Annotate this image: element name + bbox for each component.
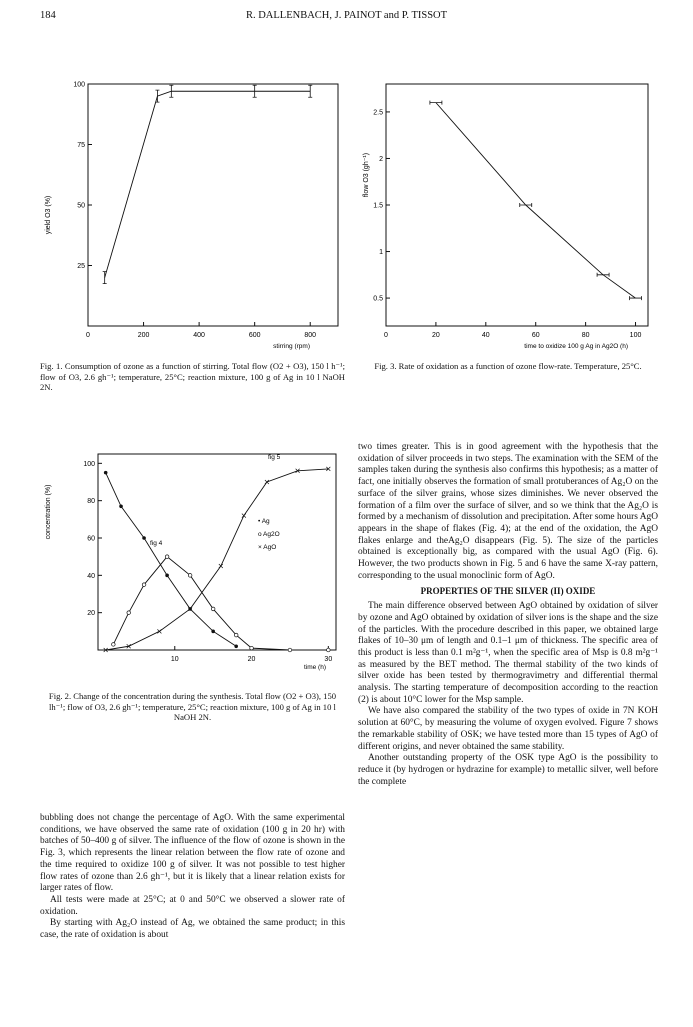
fig2-annot-fig5: fig 5 [268,454,281,461]
fig1-xtick-label: 200 [137,332,150,339]
fig2-point [288,648,292,652]
fig2-legend-ag: • Ag [258,518,270,525]
fig1-xtick-label: 600 [248,332,261,339]
right-paragraph-2: The main difference observed between AgO obtained by oxidation of silver by ozone and AgO obtained by oxidation of silver ions is the shape and the size of the particles. With the procedure described in this paper, we obtained large flakes of 10–30 μm of length and 0.1–1 μm of thickness. The specific area of this product is less than 0.1 m²g⁻¹, when the specific area of Msp is 0.8 m²g⁻¹ as measured by the BET method. The thermal stability of the two kinds of silver oxide has been tested by thermogravimetry and differential thermal analysis. The starting temperature of decomposition according to the reaction (2) is about 10°C lower for the Msp sample. [358,601,658,705]
left-paragraph-2: All tests were made at 25°C; at 0 and 50°C we observed a slower rate of oxidation. [40,894,345,917]
fig2-chart [40,450,345,675]
fig2-ylabel: concentration (%) [45,484,52,540]
fig3-frame [386,84,648,326]
fig1-chart [40,80,345,355]
fig2-xtick-label: 10 [170,656,179,663]
fig3-xtick-label: 40 [481,332,490,339]
fig1-plot-area [73,82,338,340]
fig2-xtick-label: 20 [247,656,256,663]
fig2-point [242,514,246,518]
fig2-point [142,583,146,587]
fig2-frame [98,454,336,650]
fig3-xtick-label: 80 [581,332,590,339]
fig2-point [165,574,169,578]
fig2-point [165,555,169,559]
fig2-point [211,630,215,634]
fig3-ytick-label: 1 [379,249,383,257]
fig1-ytick-label: 100 [73,81,85,89]
fig1-ylabel: yield O3 (%) [45,195,52,235]
left-paragraph-1: bubbling does not change the percentage of AgO. With the same experimental conditions, we have observed the same rate of oxidation (100 g in 20 hr) with batches of 50–400 g of silver. The influence of the flow of ozone is shown in the Fig. 3, which represents the linear relation between the flow rate of ozone and the time required to oxidize 100 g of silver. It was not possible to test higher flow rates of ozone than 2.6 gh⁻¹, but it is likely that a linear relation exists for larger rates of flow. [40,813,345,894]
fig2-xlabel: time (h) [303,664,326,671]
right-column [358,442,658,788]
fig3-ytick-label: 2 [379,155,383,163]
fig2-point [119,504,123,508]
fig3-ytick-label: 1.5 [373,202,383,210]
fig2-point [211,607,215,611]
fig1-caption: Fig. 1. Consumption of ozone as a function of stirring. Total flow (O2 + O3), 150 l h⁻¹; flow of O3, 2.6 gh⁻¹; temperature, 25°C; reaction mixture, 100 g of Ag in 10 l NaOH 2N. [40,361,345,393]
page-number: 184 [40,10,56,21]
fig2-xtick-label: 30 [324,656,333,663]
fig3-caption: Fig. 3. Rate of oxidation as a function of ozone flow-rate. Temperature, 25°C. [374,361,642,371]
fig3-point [520,203,532,207]
fig2-series-line-2 [106,469,329,650]
fig2-point [157,629,161,633]
fig3-point [630,296,642,300]
fig3-plot-area [373,84,648,339]
fig2-ytick-label: 100 [83,460,95,468]
fig1-ytick-label: 25 [77,263,85,270]
fig1-xlabel: stirring (rpm) [273,343,310,350]
fig2-point [327,648,331,652]
fig1-xtick-label: 400 [193,332,205,339]
fig2-plot-area [83,454,336,663]
left-paragraph-3: By starting with Ag₂O instead of Ag, we obtained the same product; in this case, the rate of oxidation is about [40,918,345,941]
fig2-annot-fig4: fig 4 [150,540,163,547]
right-paragraph-4: Another outstanding property of the OSK type AgO is the possibility to reduce it (by hydrogen or hydrazine for example) to metallic silver, well before the complete [358,753,658,787]
fig2-point [112,643,116,647]
fig3-chart [358,80,658,355]
fig3-ytick-label: 0.5 [373,295,383,303]
fig3-ytick-label: 2.5 [373,109,383,117]
fig3-xtick-label: 0 [384,332,388,339]
fig2-point [127,611,131,615]
fig1-xtick-label: 0 [86,332,90,339]
right-paragraph-3: We have also compared the stability of the two types of oxide in 7N KOH solution at 60°C, by measuring the volume of oxygen evolved. Figure 7 shows the remarkable stability of OSK; we have tested more than 15 types of AgO of different origins, and never obtained the same stability. [358,706,658,752]
running-header: R. DALLENBACH, J. PAINOT and P. TISSOT [245,10,448,21]
fig3-xtick-label: 100 [629,332,642,339]
fig3-xtick-label: 60 [531,332,540,339]
fig2-ytick-label: 60 [87,535,95,543]
fig2-legend-ago: × AgO [258,544,277,551]
fig3-point [597,273,609,277]
fig1-ytick-label: 75 [77,142,85,149]
fig1-series-line-0 [105,91,311,277]
fig2-ytick-label: 20 [87,610,95,618]
fig3-xlabel: time to oxidize 100 g Ag in Ag2O (h) [524,343,628,350]
fig2-legend-ag2o: o Ag2O [258,531,280,538]
fig2-ytick-label: 80 [87,498,95,506]
fig3-ylabel: flow O3 (gh⁻¹) [363,152,370,198]
fig1-xtick-label: 800 [304,332,317,339]
fig2-point [250,646,254,650]
fig2-point [104,471,108,475]
fig3-series-line-0 [436,103,636,298]
fig2-point [234,633,238,637]
fig2-point [234,644,238,648]
left-column [40,813,345,942]
fig2-point [219,564,223,568]
fig2-caption: Fig. 2. Change of the concentration during the synthesis. Total flow (O2 + O3), 150 lh⁻¹; flow of O3, 2.6 gh⁻¹; temperature, 25°C; reaction mixture, 100 g of Ag in 10 l NaOH 2N. [48,691,337,723]
fig2-point [265,480,269,484]
fig3-xtick-label: 20 [432,332,440,339]
fig2-point [142,536,146,540]
fig1-ytick-label: 50 [77,202,85,210]
right-paragraph-1: two times greater. This is in good agreement with the hypothesis that the oxidation of silver proceeds in two steps. The examination with the SEM of the samples taken during the synthesis also confirms this hypothesis; as a matter of fact, one initially observes the formation of small protuberances of Ag₂O on the surface of the silver grains, whose sizes diminishes. We never observed the formation of a film over the surface of silver, and so we think that the Ag₂O is formed by a mechanism of dissolution and precipitation. After some hours AgO appears in the shape of flakes (Fig. 4); at the end of the oxidation, the AgO flakes enlarge and theAg₂O disappears (Fig. 5). The size of the particles obtained is exceptionally big, as compared with the usual AgO (Fig. 6). However, the two products shown in Fig. 5 and 6 have the same X-ray pattern, corresponding to the usual monoclinic form of AgO. [358,442,658,581]
fig3-point [430,101,442,105]
fig2-point [188,574,192,578]
section-heading: PROPERTIES OF THE SILVER (II) OXIDE [420,586,596,597]
fig2-ytick-label: 40 [87,572,95,580]
